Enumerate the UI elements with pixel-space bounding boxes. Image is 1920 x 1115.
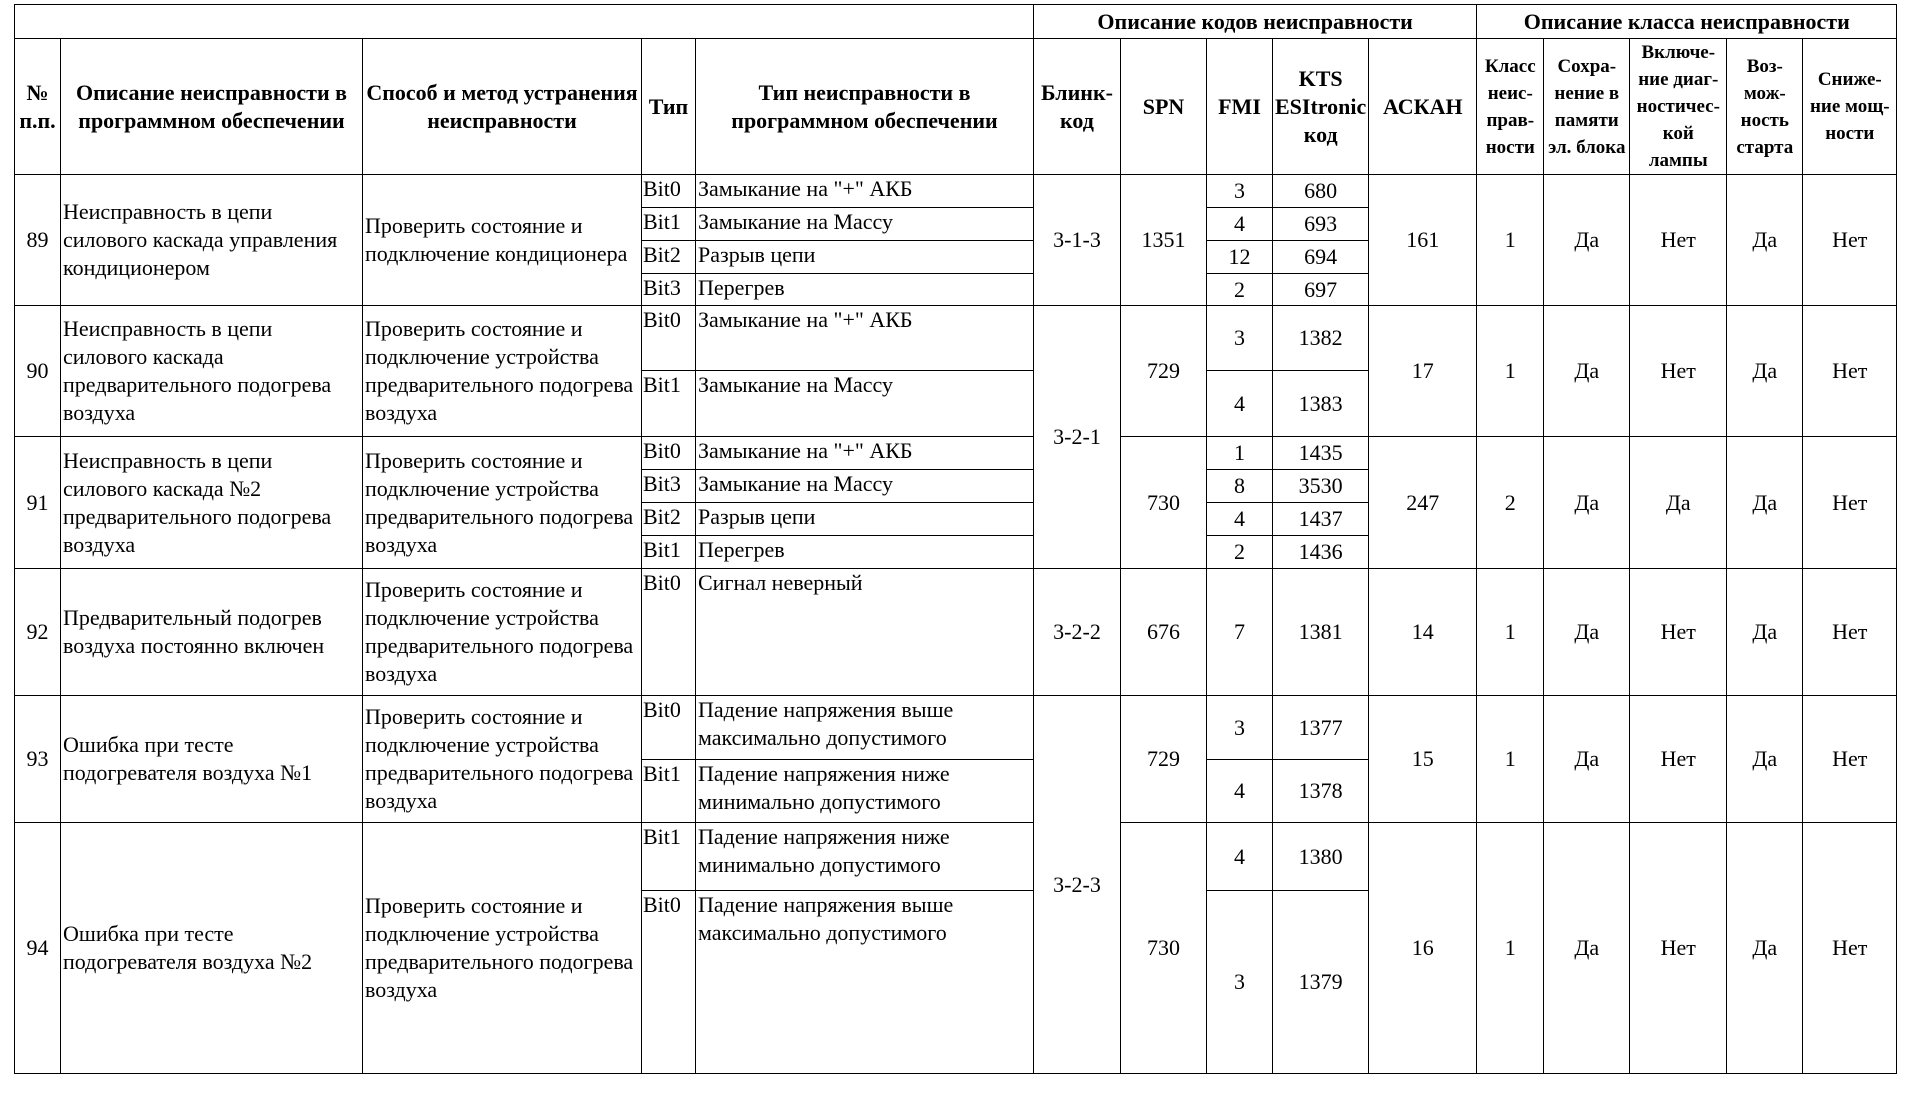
fmi-value: 8 (1207, 470, 1273, 503)
bit-type: Bit0 (642, 569, 696, 696)
fault-type: Замыкание на "+" АКБ (696, 175, 1034, 208)
kts-code: 1437 (1273, 503, 1369, 536)
kts-code: 1379 (1273, 891, 1369, 1074)
col-header-class: Класс неис-прав-ности (1477, 39, 1544, 175)
fmi-value: 3 (1207, 306, 1273, 371)
lamp-on: Нет (1630, 569, 1727, 696)
fault-type: Разрыв цепи (696, 503, 1034, 536)
row-number: 92 (15, 569, 61, 696)
kts-code: 1378 (1273, 760, 1369, 823)
power-reduction: Нет (1803, 569, 1897, 696)
fix-method: Проверить состояние и подключение устройства предварительного подогрева воздуха (363, 437, 642, 569)
bit-type: Bit0 (642, 891, 696, 1074)
kts-code: 1382 (1273, 306, 1369, 371)
fault-description: Ошибка при тесте подогревателя воздуха №2 (61, 823, 363, 1074)
fmi-value: 2 (1207, 274, 1273, 306)
fault-type: Замыкание на "+" АКБ (696, 306, 1034, 371)
row-number: 93 (15, 696, 61, 823)
fmi-value: 4 (1207, 208, 1273, 241)
fault-description: Ошибка при тесте подогревателя воздуха №1 (61, 696, 363, 823)
power-reduction: Нет (1803, 306, 1897, 437)
fault-type: Перегрев (696, 536, 1034, 569)
spn-value: 730 (1121, 823, 1207, 1074)
fix-method: Проверить состояние и подключение устройства предварительного подогрева воздуха (363, 569, 642, 696)
bit-type: Bit0 (642, 306, 696, 371)
fault-class: 1 (1477, 823, 1544, 1074)
col-header-fault-type: Тип неисправности в программном обеспечении (696, 39, 1034, 175)
bit-type: Bit1 (642, 823, 696, 891)
fault-type: Падение напряжения выше максимально допустимого (696, 891, 1034, 1074)
col-header-description: Описание неисправности в программном обеспечении (61, 39, 363, 175)
col-header-fmi: FMI (1207, 39, 1273, 175)
askan-code: 16 (1369, 823, 1477, 1074)
lamp-on: Нет (1630, 823, 1727, 1074)
bit-type: Bit1 (642, 760, 696, 823)
col-header-blink-code: Блинк-код (1034, 39, 1121, 175)
start-possible: Да (1727, 696, 1803, 823)
bit-type: Bit3 (642, 470, 696, 503)
table-row (15, 437, 1897, 470)
spn-value: 729 (1121, 306, 1207, 437)
row-number: 91 (15, 437, 61, 569)
askan-code: 15 (1369, 696, 1477, 823)
bit-type: Bit2 (642, 241, 696, 274)
fault-class: 1 (1477, 306, 1544, 437)
power-reduction: Нет (1803, 823, 1897, 1074)
col-header-lamp: Включе-ние диаг-ностичес-кой лампы (1630, 39, 1727, 175)
kts-code: 3530 (1273, 470, 1369, 503)
bit-type: Bit0 (642, 696, 696, 760)
kts-code: 1436 (1273, 536, 1369, 569)
fault-type: Замыкание на "+" АКБ (696, 437, 1034, 470)
blink-code: 3-2-3 (1034, 696, 1121, 1074)
power-reduction: Нет (1803, 175, 1897, 306)
header-group-row (15, 5, 1897, 39)
table-row (15, 175, 1897, 208)
memory-save: Да (1544, 569, 1630, 696)
col-header-start: Воз-мож-ность старта (1727, 39, 1803, 175)
col-header-kts (1273, 39, 1369, 175)
col-header-spn: SPN (1121, 39, 1207, 175)
fix-method: Проверить состояние и подключение устройства предварительного подогрева воздуха (363, 823, 642, 1074)
table-row (15, 696, 1897, 760)
header-row (15, 39, 1897, 175)
fmi-value: 7 (1207, 569, 1273, 696)
bit-type: Bit2 (642, 503, 696, 536)
row-number: 94 (15, 823, 61, 1074)
col-header-kts-line3: код (1303, 121, 1338, 147)
lamp-on: Нет (1630, 696, 1727, 823)
kts-code: 1435 (1273, 437, 1369, 470)
start-possible: Да (1727, 569, 1803, 696)
fault-class: 1 (1477, 175, 1544, 306)
start-possible: Да (1727, 175, 1803, 306)
askan-code: 161 (1369, 175, 1477, 306)
blink-code: 3-2-1 (1034, 306, 1121, 569)
fault-description: Неисправность в цепи силового каскада №2 предварительного подогрева воздуха (61, 437, 363, 569)
start-possible: Да (1727, 823, 1803, 1074)
blink-code: 3-2-2 (1034, 569, 1121, 696)
kts-code: 1381 (1273, 569, 1369, 696)
askan-code: 17 (1369, 306, 1477, 437)
lamp-on: Да (1630, 437, 1727, 569)
memory-save: Да (1544, 823, 1630, 1074)
fix-method: Проверить состояние и подключение кондиционера (363, 175, 642, 306)
lamp-on: Нет (1630, 306, 1727, 437)
spn-value: 729 (1121, 696, 1207, 823)
fmi-value: 4 (1207, 371, 1273, 437)
fault-type: Падение напряжения ниже минимально допустимого (696, 823, 1034, 891)
fault-class: 1 (1477, 696, 1544, 823)
table-row (15, 306, 1897, 371)
fault-type: Разрыв цепи (696, 241, 1034, 274)
fault-class: 1 (1477, 569, 1544, 696)
fault-class: 2 (1477, 437, 1544, 569)
kts-code: 693 (1273, 208, 1369, 241)
memory-save: Да (1544, 306, 1630, 437)
fix-method: Проверить состояние и подключение устройства предварительного подогрева воздуха (363, 306, 642, 437)
bit-type: Bit0 (642, 175, 696, 208)
col-header-askan: АСКАН (1369, 39, 1477, 175)
start-possible: Да (1727, 437, 1803, 569)
col-header-kts-line2: ESItronic (1275, 93, 1367, 119)
spn-value: 676 (1121, 569, 1207, 696)
fmi-value: 3 (1207, 891, 1273, 1074)
bit-type: Bit1 (642, 208, 696, 241)
col-header-number-line2: п.п. (19, 107, 56, 133)
fmi-value: 3 (1207, 696, 1273, 760)
spn-value: 1351 (1121, 175, 1207, 306)
fmi-value: 4 (1207, 503, 1273, 536)
fault-description: Предварительный подогрев воздуха постоянно включен (61, 569, 363, 696)
header-group-class: Описание класса неисправности (1477, 5, 1897, 39)
fault-description: Неисправность в цепи силового каскада предварительного подогрева воздуха (61, 306, 363, 437)
memory-save: Да (1544, 437, 1630, 569)
blink-code: 3-1-3 (1034, 175, 1121, 306)
fmi-value: 12 (1207, 241, 1273, 274)
table-row (15, 823, 1897, 891)
header-group-codes: Описание кодов неисправности (1034, 5, 1477, 39)
fmi-value: 4 (1207, 760, 1273, 823)
kts-code: 1377 (1273, 696, 1369, 760)
fault-type: Падение напряжения ниже минимально допустимого (696, 760, 1034, 823)
askan-code: 14 (1369, 569, 1477, 696)
fmi-value: 2 (1207, 536, 1273, 569)
fault-codes-table (14, 4, 1897, 1074)
fault-type: Перегрев (696, 274, 1034, 306)
fmi-value: 3 (1207, 175, 1273, 208)
col-header-type: Тип (642, 39, 696, 175)
start-possible: Да (1727, 306, 1803, 437)
spn-value: 730 (1121, 437, 1207, 569)
fault-type: Замыкание на Массу (696, 208, 1034, 241)
kts-code: 1383 (1273, 371, 1369, 437)
fault-type: Замыкание на Массу (696, 470, 1034, 503)
row-number: 89 (15, 175, 61, 306)
col-header-kts-line1: KTS (1298, 65, 1343, 91)
fault-type: Замыкание на Массу (696, 371, 1034, 437)
bit-type: Bit0 (642, 437, 696, 470)
kts-code: 697 (1273, 274, 1369, 306)
bit-type: Bit3 (642, 274, 696, 306)
col-header-number-line1: № (26, 79, 49, 105)
fix-method: Проверить состояние и подключение устройства предварительного подогрева воздуха (363, 696, 642, 823)
fault-type: Падение напряжения выше максимально допустимого (696, 696, 1034, 760)
kts-code: 694 (1273, 241, 1369, 274)
memory-save: Да (1544, 696, 1630, 823)
col-header-power: Сниже-ние мощ-ности (1803, 39, 1897, 175)
header-group-blank (15, 5, 1034, 39)
askan-code: 247 (1369, 437, 1477, 569)
fault-type: Сигнал неверный (696, 569, 1034, 696)
col-header-number (15, 39, 61, 175)
memory-save: Да (1544, 175, 1630, 306)
fmi-value: 1 (1207, 437, 1273, 470)
col-header-memory: Сохра-нение в памяти эл. блока (1544, 39, 1630, 175)
kts-code: 1380 (1273, 823, 1369, 891)
row-number: 90 (15, 306, 61, 437)
lamp-on: Нет (1630, 175, 1727, 306)
table-row (15, 569, 1897, 696)
bit-type: Bit1 (642, 371, 696, 437)
fmi-value: 4 (1207, 823, 1273, 891)
kts-code: 680 (1273, 175, 1369, 208)
fault-description: Неисправность в цепи силового каскада управления кондиционером (61, 175, 363, 306)
bit-type: Bit1 (642, 536, 696, 569)
power-reduction: Нет (1803, 696, 1897, 823)
power-reduction: Нет (1803, 437, 1897, 569)
col-header-method: Способ и метод устранения неисправности (363, 39, 642, 175)
